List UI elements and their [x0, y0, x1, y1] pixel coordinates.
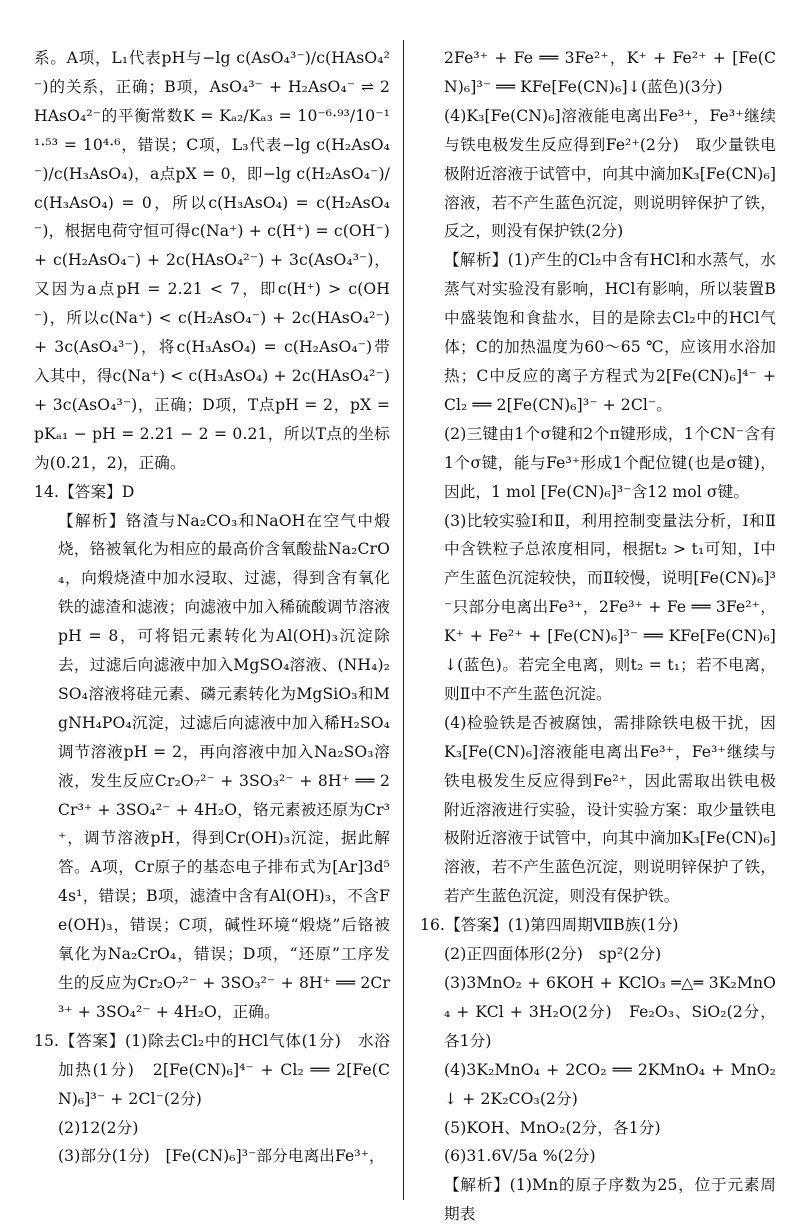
- analysis-q15-part4: (4)检验铁是否被腐蚀，需排除铁电极干扰，因K₃[Fe(CN)₆]溶液能电离出Fe³⁺，Fe³⁺继续与铁电极发生反应得到Fe²⁺，因此需取出铁电极附近溶液进行实验，设计实验方案：取少量铁电极附近溶液于试管中，向其中滴加K₃[Fe(CN)₆]溶液，若不产生蓝色沉淀，则说明锌保护了铁，若产生蓝色沉淀，则没有保护铁。: [444, 713, 776, 906]
- right-column: [420, 44, 776, 1229]
- answer-q16-part4: (4)3K₂MnO₄ + 2CO₂ ══ 2KMnO₄ + MnO₂↓ + 2K₂CO₃(2分): [444, 1060, 776, 1108]
- paragraph-q13-continued: 系。A项，L₁代表pH与−lg c(AsO₄³⁻)/c(HAsO₄²⁻)的关系，正确；B项，AsO₄³⁻ + H₂AsO₄⁻ ⇌ 2HAsO₄²⁻的平衡常数K = Kₐ₂/Kₐ₃ = 10⁻⁶·⁹³/10⁻¹¹·⁵³ = 10⁴·⁶，错误；C项，L₃代表−lg c(H₂AsO₄⁻)/c(H₃AsO₄)，a点pX = 0，即−lg c(H₂AsO₄⁻)/c(H₃AsO₄) = 0，所以c(H₃AsO₄) = c(H₂AsO₄⁻)，根据电荷守恒可得c(Na⁺) + c(H⁺) = c(OH⁻) + c(H₂AsO₄⁻) + 2c(HAsO₄²⁻) + 3c(AsO₄³⁻)，又因为a点pH = 2.21 < 7，即c(H⁺) > c(OH⁻)，所以c(Na⁺) < c(H₂AsO₄⁻) + 2c(HAsO₄²⁻) + 3c(AsO₄³⁻)，将c(H₃AsO₄) = c(H₂AsO₄⁻)带入其中，得c(Na⁺) < c(H₃AsO₄) + 2c(HAsO₄²⁻) + 3c(AsO₄³⁻)，正确；D项，T点pH = 2，pX = pKₐ₁ − pH = 2.21 − 2 = 0.21，所以T点的坐标为(0.21，2)，正确。: [34, 49, 390, 472]
- answer-q15-part3: (3)部分(1分) [Fe(CN)₆]³⁻部分电离出Fe³⁺，: [58, 1147, 385, 1166]
- answer-q16-part6: (6)31.6V/5a %(2分): [444, 1147, 596, 1166]
- answer-q16-part3: (3)3MnO₂ + 6KOH + KClO₃ ═△═ 3K₂MnO₄ + KCl + 3H₂O(2分) Fe₂O₃、SiO₂(2分，各1分): [444, 974, 776, 1050]
- analysis-q16-start: 【解析】(1)Mn的原子序数为25，位于元素周期表: [444, 1176, 776, 1224]
- left-column: [34, 44, 390, 1171]
- answer-q16-part2: (2)正四面体形(2分) sp²(2分): [444, 945, 662, 964]
- answer-q16-part1: 16.【答案】(1)第四周期ⅦB族(1分): [420, 916, 679, 935]
- answer-q15-part4: (4)K₃[Fe(CN)₆]溶液能电离出Fe³⁺，Fe³⁺继续与铁电极发生反应得到Fe²⁺(2分) 取少量铁电极附近溶液于试管中，向其中滴加K₃[Fe(CN)₆]溶液，若不产生蓝色沉淀，则说明锌保护了铁，反之，则没有保护铁(2分): [444, 106, 776, 241]
- answer-q15-part3-continued: 2Fe³⁺ + Fe ══ 3Fe²⁺，K⁺ + Fe²⁺ + [Fe(CN)₆]³⁻ ══ KFe[Fe(CN)₆]↓(蓝色)(3分): [444, 49, 776, 96]
- analysis-q14: 【解析】铬渣与Na₂CO₃和NaOH在空气中煅烧，铬被氧化为相应的最高价含氧酸盐Na₂CrO₄，向煅烧渣中加水浸取、过滤，得到含有氧化铁的滤渣和滤液；向滤液中加入稀硫酸调节溶液pH = 8，可将铝元素转化为Al(OH)₃沉淀除去，过滤后向滤液中加入MgSO₄溶液、(NH₄)₂SO₄溶液将硅元素、磷元素转化为MgSiO₃和MgNH₄PO₄沉淀，过滤后向滤液中加入稀H₂SO₄调节溶液pH = 2，再向溶液中加入Na₂SO₃溶液，发生反应Cr₂O₇²⁻ + 3SO₃²⁻ + 8H⁺ ══ 2Cr³⁺ + 3SO₄²⁻ + 4H₂O，铬元素被还原为Cr³⁺，调节溶液pH，得到Cr(OH)₃沉淀，据此解答。A项，Cr原子的基态电子排布式为[Ar]3d⁵4s¹，错误；B项，滤渣中含有Al(OH)₃，不含Fe(OH)₃，错误；C项，碱性环境“煅烧”后铬被氧化为Na₂CrO₄，错误；D项，“还原”工序发生的反应为Cr₂O₇²⁻ + 3SO₃²⁻ + 8H⁺ ══ 2Cr³⁺ + 3SO₄²⁻ + 4H₂O，正确。: [58, 511, 390, 1021]
- analysis-q15-part3: (3)比较实验Ⅰ和Ⅱ，利用控制变量法分析，Ⅰ和Ⅱ中含铁粒子总浓度相同，根据t₂ > t₁可知，Ⅰ中产生蓝色沉淀较快，而Ⅱ较慢，说明[Fe(CN)₆]³⁻只部分电离出Fe³⁺，2Fe³⁺ + Fe ══ 3Fe²⁺，K⁺ + Fe²⁺ + [Fe(CN)₆]³⁻ ══ KFe[Fe(CN)₆]↓(蓝色)。若完全电离，则t₂ = t₁；若不电离，则Ⅱ中不产生蓝色沉淀。: [444, 511, 776, 703]
- answer-q15-part1: 15.【答案】(1)除去Cl₂中的HCl气体(1分) 水浴加热(1分) 2[Fe(CN)₆]⁴⁻ + Cl₂ ══ 2[Fe(CN)₆]³⁻ + 2Cl⁻(2分): [34, 1031, 390, 1108]
- answer-q15-part2: (2)12(2分): [58, 1118, 139, 1137]
- answer-q16-part5: (5)KOH、MnO₂(2分，各1分): [444, 1118, 661, 1137]
- column-divider: [403, 40, 404, 1200]
- answer-q14: 14.【答案】D: [34, 482, 135, 501]
- analysis-q15-part2: (2)三键由1个σ键和2个π键形成，1个CN⁻含有1个σ键，能与Fe³⁺形成1个配位键(也是σ键)，因此，1 mol [Fe(CN)₆]³⁻含12 mol σ键。: [444, 424, 776, 501]
- analysis-q15-part1: 【解析】(1)产生的Cl₂中含有HCl和水蒸气，水蒸气对实验没有影响，HCl有影响，所以装置B中盛装饱和食盐水，目的是除去Cl₂中的HCl气体；C的加热温度为60～65 ℃，应该用水浴加热；C中反应的离子方程式为2[Fe(CN)₆]⁴⁻ + Cl₂ ══ 2[Fe(CN)₆]³⁻ + 2Cl⁻。: [444, 251, 776, 414]
